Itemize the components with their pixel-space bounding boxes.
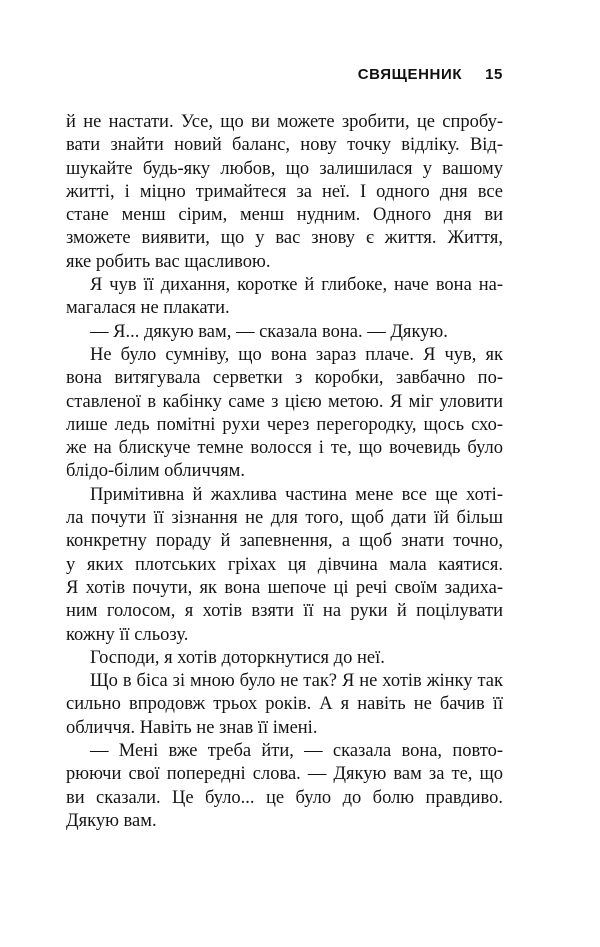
text-line: — Я... дякую вам, — сказала вона. — Дякую.: [90, 321, 448, 342]
text-line: ним голосом, я хотів взяти її на руки й поцілувати: [66, 601, 503, 622]
text-line: стане менш сірим, менш нудним. Одного дня ви: [66, 205, 503, 226]
text-line: блідо-білим обличчям.: [66, 461, 245, 482]
text-line: яке робить вас щасливою.: [66, 251, 271, 272]
paragraph: [66, 647, 503, 670]
text-line: житті, і міцно тримайтеся за неї. І одного дня все: [66, 181, 503, 202]
text-line: ла почути її зізнання не для того, щоб дати їй більш: [66, 508, 503, 529]
text-line: Я чув її дихання, коротке й глибоке, наче вона на-: [90, 275, 503, 296]
text-line: ставленої в кабінку саме з цією метою. Я міг уловити: [66, 391, 503, 412]
text-line: Що в біса зі мною було не так? Я не хотів жінку так: [90, 671, 503, 692]
page-number: 15: [485, 66, 503, 83]
text-line: же на блискуче темне волосся і те, що вочевидь було: [66, 438, 503, 459]
text-line: вона витягувала серветки з коробки, завбачно по-: [66, 368, 503, 389]
text-line: у яких плотських гріхах ця дівчина мала каятися.: [66, 554, 503, 575]
text-line: шукайте будь-яку любов, що залишилася у вашому: [66, 158, 503, 179]
body-text: [66, 111, 503, 833]
paragraph: [66, 740, 503, 833]
running-head: СВЯЩЕННИК: [357, 66, 463, 83]
text-line: Дякую вам.: [66, 810, 157, 831]
text-line: лише ледь помітні рухи через перегородку, щось схо-: [66, 414, 503, 435]
text-line: магалася не плакати.: [66, 298, 230, 319]
paragraph: [66, 111, 503, 274]
text-line: обличчя. Навіть не знав її імені.: [66, 717, 318, 738]
text-line: Господи, я хотів доторкнутися до неї.: [90, 647, 385, 668]
text-line: Примітивна й жахлива частина мене все ще хоті-: [90, 484, 503, 505]
text-line: й не настати. Усе, що ви можете зробити, це спробу-: [66, 112, 503, 132]
paragraph: [66, 321, 503, 344]
text-line: ви сказали. Це було... це було до болю правдиво.: [66, 787, 503, 808]
paragraph: [66, 670, 503, 740]
text-line: сильно впродовж трьох років. А я навіть не бачив її: [66, 694, 503, 715]
page-header: [66, 66, 503, 83]
paragraph: [66, 344, 503, 484]
text-line: вати знайти новий баланс, нову точку відліку. Від-: [66, 135, 503, 156]
text-line: кожну її сльозу.: [66, 624, 189, 645]
text-line: — Мені вже треба йти, — сказала вона, повто-: [90, 741, 503, 762]
paragraph: [66, 484, 503, 647]
paragraph: [66, 274, 503, 321]
text-line: рюючи свої попередні слова. — Дякую вам за те, що: [66, 764, 503, 785]
text-line: Я хотів почути, як вона шепоче ці речі своїм задиха-: [66, 577, 503, 598]
text-line: зможете виявити, що у вас знову є життя. Життя,: [66, 228, 503, 249]
text-line: Не було сумніву, що вона зараз плаче. Я чув, як: [90, 344, 503, 365]
text-line: конкретну пораду й запевнення, а щоб знати точно,: [66, 531, 503, 552]
